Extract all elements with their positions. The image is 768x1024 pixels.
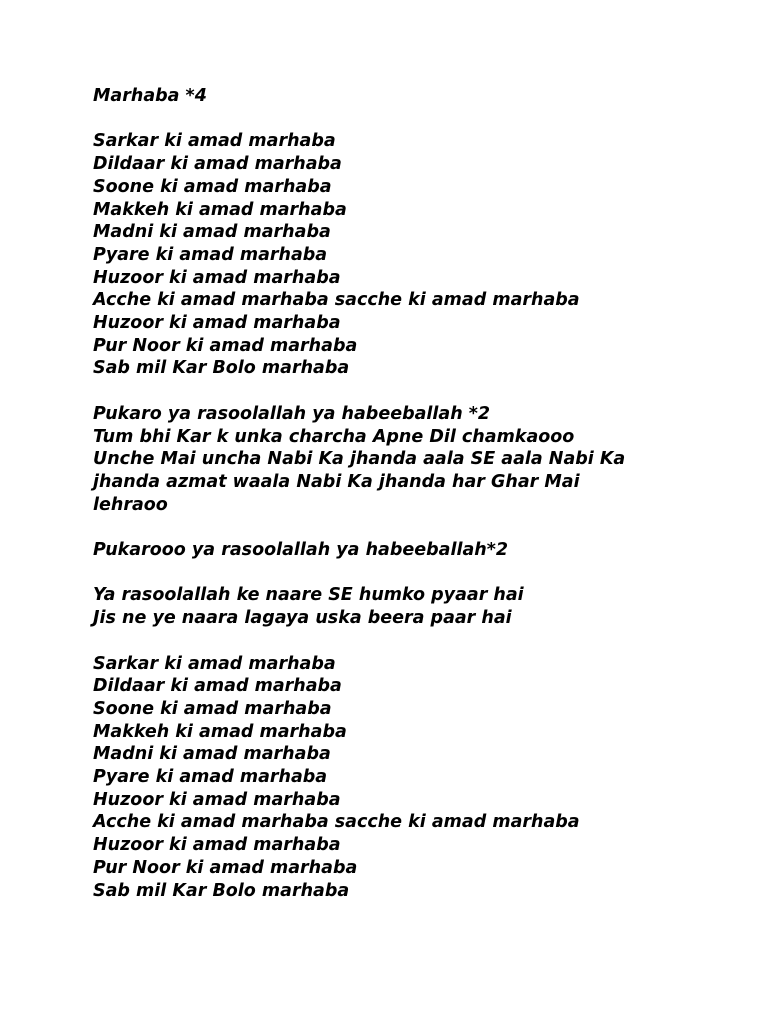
lyric-line: Dildaar ki amad marhaba — [93, 154, 342, 175]
lyric-line: Soone ki amad marhaba — [93, 176, 332, 197]
title-line: Marhaba *4 — [93, 86, 207, 106]
lyric-line: Acche ki amad marhaba sacche ki amad marhaba — [93, 812, 580, 833]
stanza-4 — [93, 584, 683, 629]
blank-line — [93, 108, 683, 131]
lyric-line: Makkeh ki amad marhaba — [93, 199, 347, 220]
lyric-line: Soone ki amad marhaba — [93, 698, 332, 719]
blank-line — [93, 562, 683, 585]
lyric-line: Acche ki amad marhaba sacche ki amad marhaba — [93, 290, 580, 311]
lyric-line: Pur Noor ki amad marhaba — [93, 335, 358, 356]
blank-line — [93, 630, 683, 653]
lyric-line: Pukarooo ya rasoolallah ya habeeballah*2 — [93, 540, 509, 561]
lyric-line: Huzoor ki amad marhaba — [93, 313, 341, 334]
lyric-line: Pyare ki amad marhaba — [93, 244, 328, 265]
lyric-paragraph: Unche Mai uncha Nabi Ka jhanda aala SE aala Nabi Ka jhanda azmat waala Nabi Ka jhanda har Ghar Mai lehraoo — [93, 449, 626, 515]
lyric-line: Madni ki amad marhaba — [93, 744, 331, 765]
blank-line — [93, 516, 683, 539]
lyric-line: Ya rasoolallah ke naare SE humko pyaar hai — [93, 585, 524, 606]
blank-line — [93, 380, 683, 403]
lyric-line: Madni ki amad marhaba — [93, 222, 331, 243]
lyric-line: Sab mil Kar Bolo marhaba — [93, 880, 350, 901]
lyric-line: Tum bhi Kar k unka charcha Apne Dil chamkaooo — [93, 426, 575, 447]
lyric-line: Pukaro ya rasoolallah ya habeeballah *2 — [93, 403, 491, 424]
lyric-line: Sarkar ki amad marhaba — [93, 131, 336, 152]
lyric-line: Jis ne ye naara lagaya uska beera paar hai — [93, 608, 512, 629]
lyric-line: Dildaar ki amad marhaba — [93, 676, 342, 697]
stanza-5 — [93, 653, 683, 903]
lyric-line: Huzoor ki amad marhaba — [93, 789, 341, 810]
lyric-line: Makkeh ki amad marhaba — [93, 721, 347, 742]
stanza-2 — [93, 403, 683, 517]
lyric-line: Huzoor ki amad marhaba — [93, 835, 341, 856]
lyric-line: Pur Noor ki amad marhaba — [93, 857, 358, 878]
lyric-line: Pyare ki amad marhaba — [93, 767, 328, 788]
lyrics-page — [93, 85, 683, 902]
lyric-line: Sarkar ki amad marhaba — [93, 653, 336, 674]
lyric-line: Sab mil Kar Bolo marhaba — [93, 358, 350, 379]
stanza-3 — [93, 539, 683, 562]
stanza-1 — [93, 130, 683, 380]
lyric-line: Huzoor ki amad marhaba — [93, 267, 341, 288]
